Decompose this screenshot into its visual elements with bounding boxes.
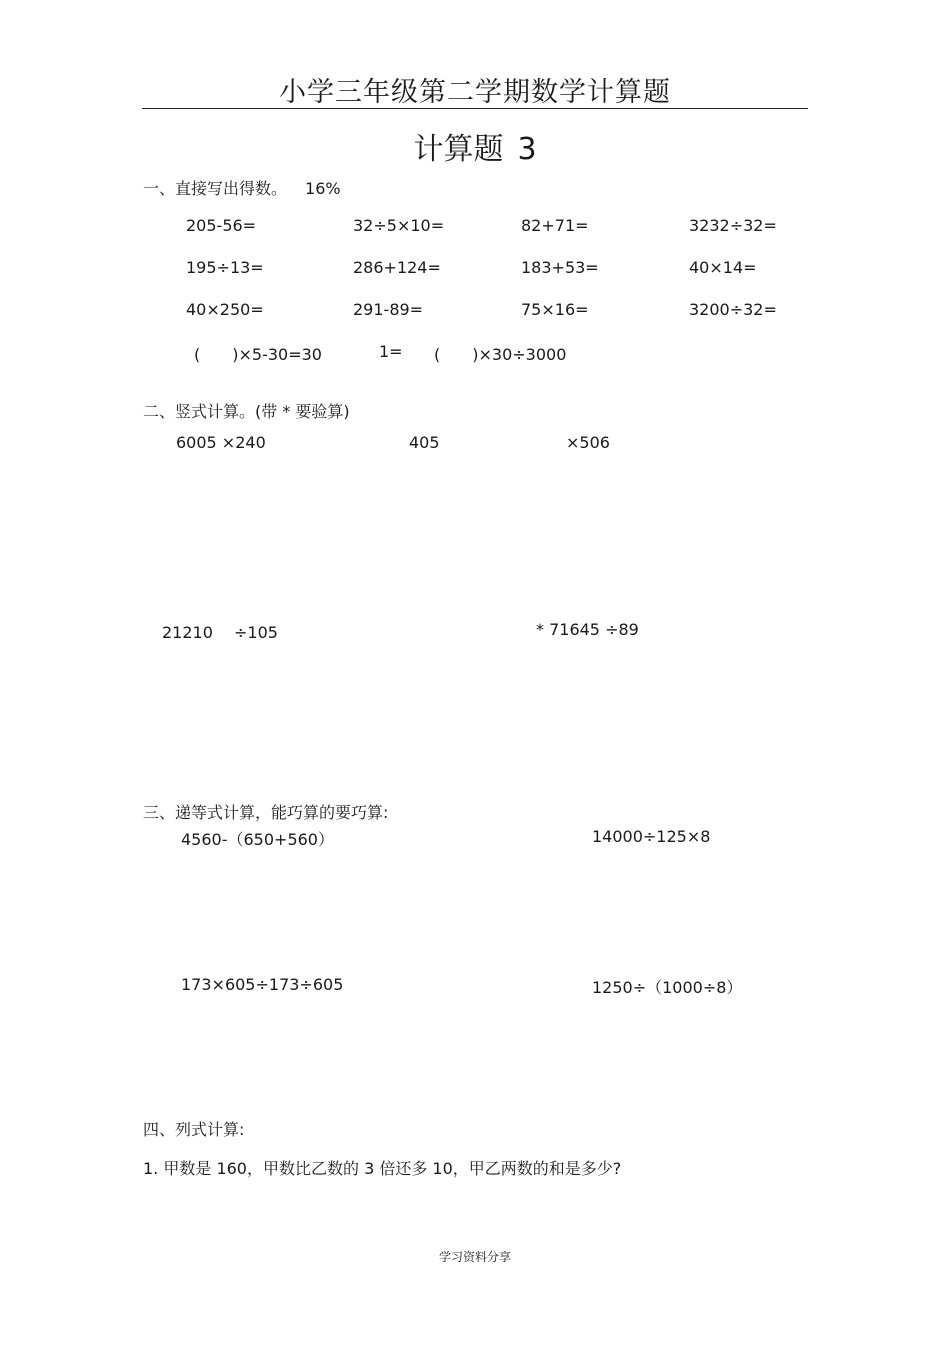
- problem-3-4: 3200÷32=: [689, 300, 777, 319]
- fill-in-problem-b: 1=: [379, 342, 403, 361]
- section-1-heading: [143, 176, 341, 199]
- vertical-problem-1: 6005 ×240: [176, 433, 266, 452]
- header-divider: [142, 108, 808, 109]
- section-1-heading-text: 一、直接写出得数。: [143, 179, 288, 198]
- page-footer: 学习资料分享: [438, 1250, 511, 1264]
- vertical-problem-5: * 71645 ÷89: [536, 620, 639, 639]
- page-title: [0, 124, 950, 168]
- section-3-heading: 三、递等式计算，能巧算的要巧算:: [143, 803, 389, 822]
- vertical-problem-4: 21210 ÷105: [162, 623, 278, 642]
- problem-1-3: 82+71=: [521, 216, 589, 235]
- problem-2-3: 183+53=: [521, 258, 599, 277]
- fill-in-problem-c: ( )×30÷3000: [434, 345, 567, 364]
- problem-3-1: 40×250=: [186, 300, 264, 319]
- stepwise-problem-4: 1250÷（1000÷8）: [592, 978, 743, 997]
- section-2-heading: 二、竖式计算。(带 * 要验算): [143, 402, 350, 421]
- problem-1-4: 3232÷32=: [689, 216, 777, 235]
- problem-1-1: 205-56=: [186, 216, 257, 235]
- vertical-problem-2: 405: [409, 433, 440, 452]
- problem-1-2: 32÷5×10=: [353, 216, 445, 235]
- section-1-percent: 16%: [305, 179, 341, 198]
- stepwise-problem-2: 14000÷125×8: [592, 827, 711, 846]
- page-title-number: 3: [517, 132, 537, 167]
- vertical-problem-3: ×506: [566, 433, 610, 452]
- problem-3-3: 75×16=: [521, 300, 589, 319]
- problem-2-2: 286+124=: [353, 258, 441, 277]
- header-title: 小学三年级第二学期数学计算题: [279, 77, 671, 108]
- stepwise-problem-1: 4560-（650+560）: [181, 830, 334, 849]
- problem-2-4: 40×14=: [689, 258, 757, 277]
- fill-in-problem-a: ( )×5-30=30: [194, 345, 322, 364]
- problem-2-1: 195÷13=: [186, 258, 264, 277]
- word-problem-1: 1. 甲数是 160，甲数比乙数的 3 倍还多 10，甲乙两数的和是多少?: [143, 1159, 622, 1178]
- stepwise-problem-3: 173×605÷173÷605: [181, 975, 344, 994]
- page-title-text: 计算题: [413, 132, 504, 167]
- section-4-heading: 四、列式计算:: [143, 1120, 245, 1139]
- problem-3-2: 291-89=: [353, 300, 424, 319]
